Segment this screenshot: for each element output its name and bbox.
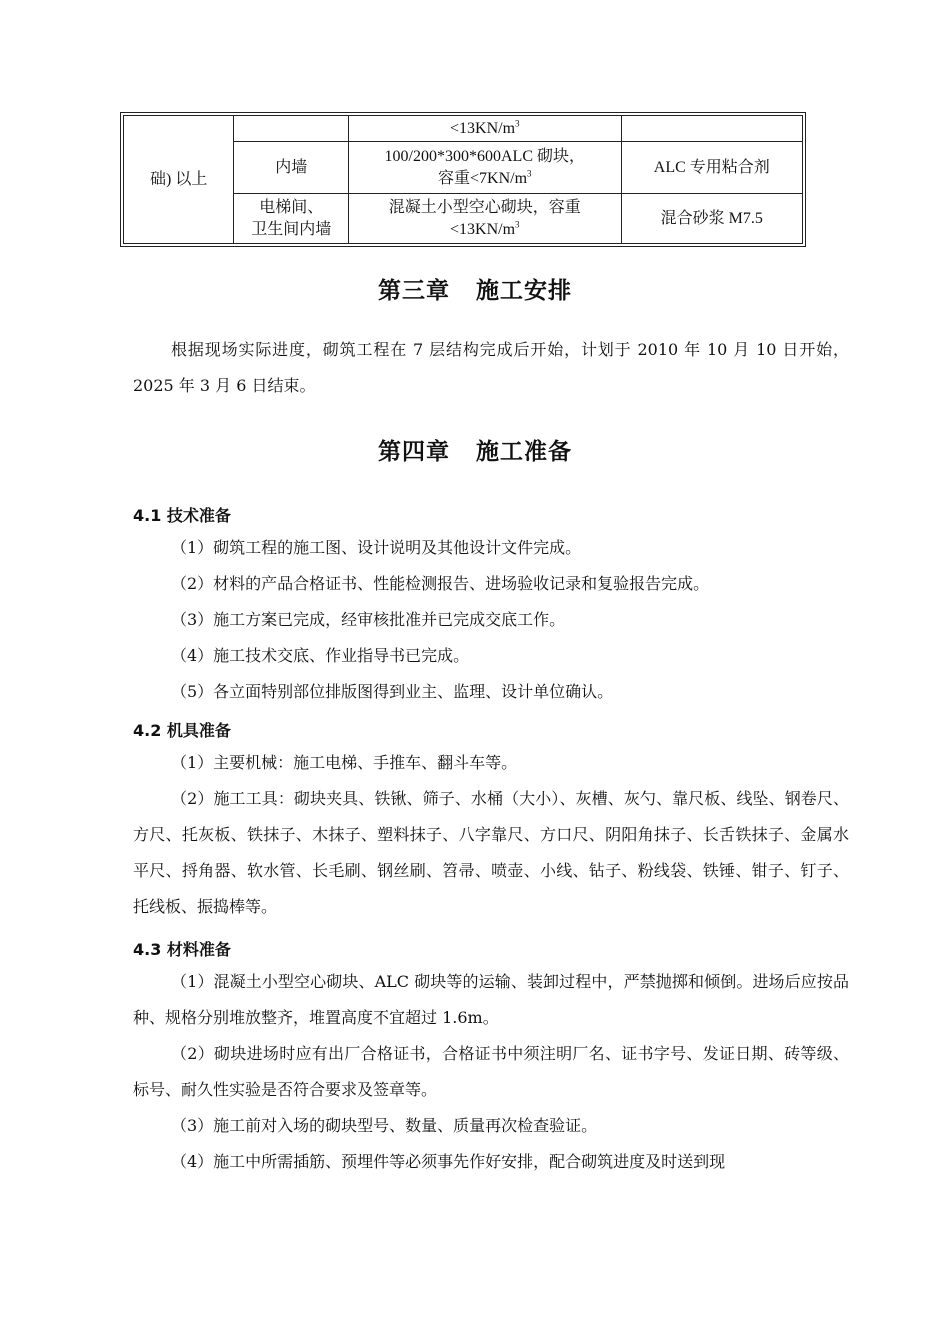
table-cell [348, 194, 621, 244]
list-item: （3）施工前对入场的砌块型号、数量、质量再次检查验证。 [171, 1116, 598, 1135]
chapter-4-title [0, 433, 950, 466]
table-row [124, 116, 803, 142]
cell-text: 容重<7KN/m [438, 169, 528, 187]
table-cell [621, 116, 802, 142]
cell-text: 100/200*300*600ALC 砌块， [384, 147, 585, 165]
list-item: （1）主要机械：施工电梯、手推车、翻斗车等。 [171, 753, 518, 772]
list-item: （1）砌筑工程的施工图、设计说明及其他设计文件完成。 [171, 538, 582, 557]
chapter-number: 第三章 [378, 278, 450, 304]
superscript: 3 [527, 168, 532, 179]
material-table [123, 115, 803, 244]
cell-text: 内墙 [275, 158, 308, 176]
cell-text: ALC 专用粘合剂 [653, 158, 770, 176]
table-cell [621, 142, 802, 194]
cell-text: 电梯间、 [259, 198, 324, 216]
cell-text: 础) 以上 [150, 170, 208, 188]
section-heading-4-2: 4.2 机具准备 [133, 721, 231, 740]
chapter-number: 第四章 [378, 439, 450, 465]
table-cell [234, 116, 349, 142]
list-item: （2）材料的产品合格证书、性能检测报告、进场验收记录和复验报告完成。 [171, 574, 710, 593]
superscript: 3 [515, 219, 520, 230]
section-heading-4-1: 4.1 技术准备 [133, 506, 231, 525]
cell-text: <13KN/m [450, 220, 516, 238]
superscript: 3 [515, 118, 520, 129]
cell-text: 卫生间内墙 [251, 220, 332, 238]
table-cell [348, 116, 621, 142]
table-cell-merged [124, 116, 234, 244]
list-item: （5）各立面特别部位排版图得到业主、监理、设计单位确认。 [171, 682, 614, 701]
list-item: （1）混凝土小型空心砌块、ALC 砌块等的运输、装卸过程中，严禁抛掷和倾倒。进场后应按品种、规格分别堆放整齐，堆置高度不宜超过 1.6m。 [133, 972, 849, 1027]
table-cell [621, 194, 802, 244]
cell-text: 混合砂浆 M7.5 [660, 209, 763, 227]
list-item: （4）施工技术交底、作业指导书已完成。 [171, 646, 470, 665]
list-item: （3）施工方案已完成，经审核批准并已完成交底工作。 [171, 610, 566, 629]
chapter-3-paragraph: 根据现场实际进度，砌筑工程在 7 层结构完成后开始，计划于 2010 年 10 月 10 日开始，2025 年 3 月 6 日结束。 [133, 340, 849, 395]
section-heading-4-3: 4.3 材料准备 [133, 940, 231, 959]
table-cell [234, 142, 349, 194]
list-item: （2）砌块进场时应有出厂合格证书，合格证书中须注明厂名、证书字号、发证日期、砖等级、标号、耐久性实验是否符合要求及签章等。 [133, 1044, 849, 1099]
chapter-name: 施工安排 [476, 278, 572, 304]
cell-text: 混凝土小型空心砌块，容重 [388, 198, 581, 216]
list-item: （4）施工中所需插筋、预埋件等必须事先作好安排，配合砌筑进度及时送到现 [171, 1152, 726, 1171]
cell-text: <13KN/m [450, 119, 516, 137]
table-cell [234, 194, 349, 244]
chapter-name: 施工准备 [476, 439, 572, 465]
list-item: （2）施工工具：砌块夹具、铁锹、筛子、水桶（大小）、灰槽、灰勺、靠尺板、线坠、钢卷尺、方尺、托灰板、铁抹子、木抹子、塑料抹子、八字靠尺、方口尺、阴阳角抹子、长舌铁抹子、金属水平尺、捋角器、软水管、长毛刷、钢丝刷、笤帚、喷壶、小线、钻子、粉线袋、铁锤、钳子、钉子、托线板、振捣棒等。 [133, 789, 849, 916]
chapter-3-title [0, 272, 950, 305]
table-cell [348, 142, 621, 194]
